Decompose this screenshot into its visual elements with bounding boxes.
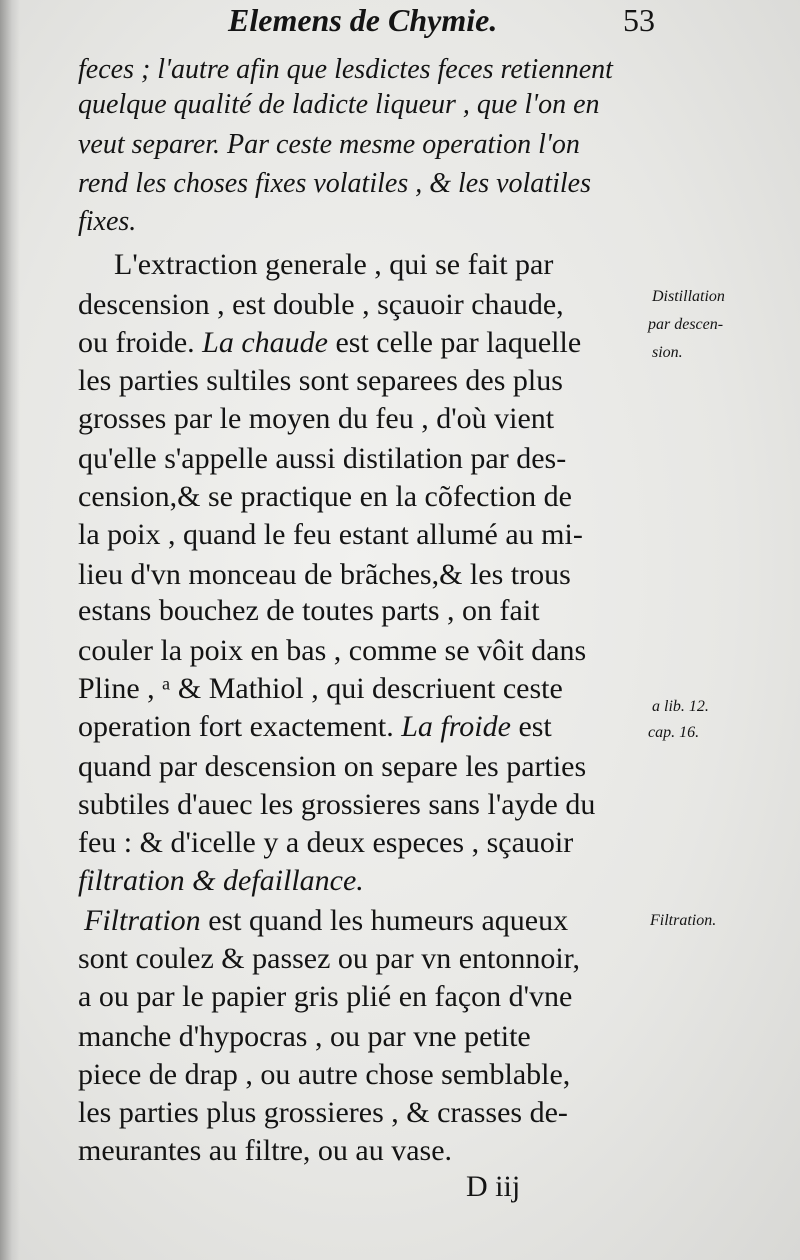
text-line bbox=[78, 328, 581, 358]
running-header bbox=[228, 2, 668, 42]
text-line: Pline , ᵃ & Mathiol , qui descriuent ceste bbox=[78, 672, 563, 705]
text-line: qu'elle s'appelle aussi distilation par des- bbox=[78, 442, 567, 475]
margin-note: sion. bbox=[652, 344, 683, 361]
text-line: fixes. bbox=[78, 206, 137, 237]
text-line: a ou par le papier gris plié en façon d'vne bbox=[78, 980, 573, 1013]
page-number: 53 bbox=[623, 2, 655, 38]
text-segment: est quand les humeurs aqueux bbox=[200, 904, 569, 937]
text-line: manche d'hypocras , ou par vne petite bbox=[78, 1020, 531, 1053]
margin-note: cap. 16. bbox=[648, 724, 700, 741]
margin-note: Distillation bbox=[652, 288, 725, 305]
text-line: cension,& se practique en la cõfection de bbox=[78, 480, 572, 513]
text-line: lieu d'vn monceau de brãches,& les trous bbox=[78, 558, 571, 591]
page-gutter-shadow bbox=[0, 0, 20, 1260]
text-line: meurantes au filtre, ou au vase. bbox=[78, 1134, 453, 1167]
emphasis-term: Filtration bbox=[84, 904, 201, 937]
text-line: les parties plus grossieres , & crasses de- bbox=[78, 1096, 568, 1129]
margin-note: Filtration. bbox=[650, 912, 717, 929]
text-line: sont coulez & passez ou par vn entonnoir, bbox=[78, 942, 581, 975]
text-line: rend les choses fixes volatiles , & les volatiles bbox=[78, 168, 591, 199]
signature-mark: D iij bbox=[466, 1170, 521, 1203]
text-line: grosses par le moyen du feu , d'où vient bbox=[78, 402, 555, 435]
text-segment: est celle par laquelle bbox=[327, 326, 582, 359]
text-line bbox=[78, 866, 364, 896]
text-line bbox=[78, 712, 552, 742]
text-line: quand par descension on separe les parties bbox=[78, 750, 587, 783]
text-line: estans bouchez de toutes parts , on fait bbox=[78, 594, 540, 627]
text-line: les parties sultiles sont separees des plus bbox=[78, 364, 563, 397]
emphasis-term: La froide bbox=[401, 710, 511, 743]
text-line: L'extraction generale , qui se fait par bbox=[114, 248, 554, 281]
text-segment: est bbox=[510, 710, 552, 743]
text-line: la poix , quand le feu estant allumé au mi- bbox=[78, 518, 583, 551]
text-line: veut separer. Par ceste mesme operation l'on bbox=[78, 129, 580, 160]
text-line: descension , est double , sçauoir chaude, bbox=[78, 288, 564, 321]
text-line: couler la poix en bas , comme se vôit dans bbox=[78, 634, 587, 667]
text-line: subtiles d'auec les grossieres sans l'ayde du bbox=[78, 788, 596, 821]
emphasis-term: filtration & defaillance. bbox=[78, 864, 364, 897]
text-line: piece de drap , ou autre chose semblable, bbox=[78, 1058, 571, 1091]
text-line: feu : & d'icelle y a deux especes , sçauoir bbox=[78, 826, 574, 859]
text-segment: ou froide. bbox=[78, 326, 203, 359]
text-segment: operation fort exactement. bbox=[78, 710, 402, 743]
emphasis-term: La chaude bbox=[202, 326, 328, 359]
text-line bbox=[84, 906, 568, 936]
running-title: Elemens de Chymie. bbox=[228, 2, 498, 38]
text-line: feces ; l'autre afin que lesdictes feces retiennent bbox=[78, 54, 613, 85]
text-line: quelque qualité de ladicte liqueur , que l'on en bbox=[78, 89, 600, 120]
margin-note: par descen- bbox=[648, 316, 724, 333]
margin-note: a lib. 12. bbox=[652, 698, 709, 715]
